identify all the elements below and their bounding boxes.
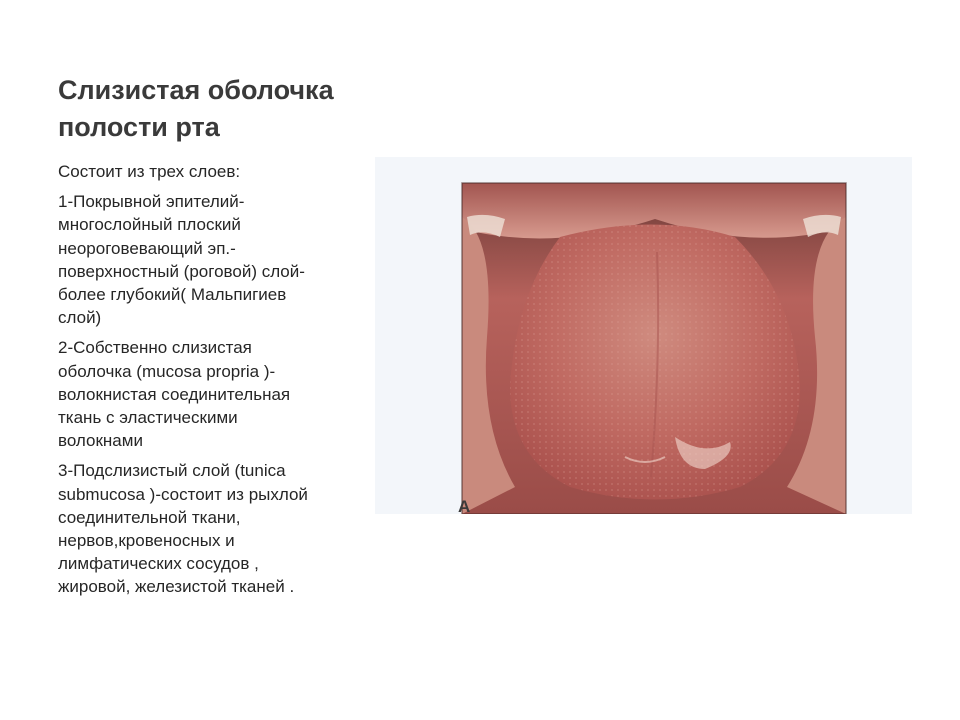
paragraph-intro (58, 160, 358, 183)
text-line: 3-Подслизистый слой (tunica (58, 461, 286, 481)
text-line: жировой, железистой тканей . (58, 577, 295, 597)
text-line: соединительной ткани, (58, 507, 241, 527)
text-line: неороговевающий эп.- (58, 238, 236, 258)
text-line: многослойный плоский (58, 215, 241, 235)
text-line: нервов,кровеносных и (58, 531, 235, 551)
text-line: submucosa )-состоит из рыхлой (58, 484, 308, 504)
slide-title-line: Слизистая оболочка (58, 75, 334, 105)
paragraph-epithelium (58, 190, 358, 329)
tongue-photo-illustration (375, 157, 912, 514)
text-line: оболочка (mucosa propria )- (58, 361, 276, 381)
slide-body (58, 160, 358, 606)
slide-title-line: полости рта (58, 112, 220, 142)
text-line: Состоит из трех слоев: (58, 162, 241, 181)
tongue-photo (375, 157, 912, 514)
text-line: волокнистая соединительная (58, 384, 291, 404)
text-line: ткань с эластическими (58, 408, 238, 428)
text-line: поверхностный (роговой) слой- (58, 261, 305, 281)
paragraph-submucosa (58, 459, 358, 598)
text-line: более глубокий( Мальпигиев (58, 285, 287, 305)
text-line: 1-Покрывной эпителий- (58, 192, 245, 212)
text-line: волокнами (58, 431, 143, 451)
figure-label: A (458, 498, 471, 514)
text-line: слой) (58, 308, 102, 328)
paragraph-lamina-propria (58, 336, 358, 452)
text-line: лимфатических сосудов , (58, 554, 259, 574)
text-line: 2-Собственно слизистая (58, 338, 252, 358)
slide-title (58, 72, 378, 146)
